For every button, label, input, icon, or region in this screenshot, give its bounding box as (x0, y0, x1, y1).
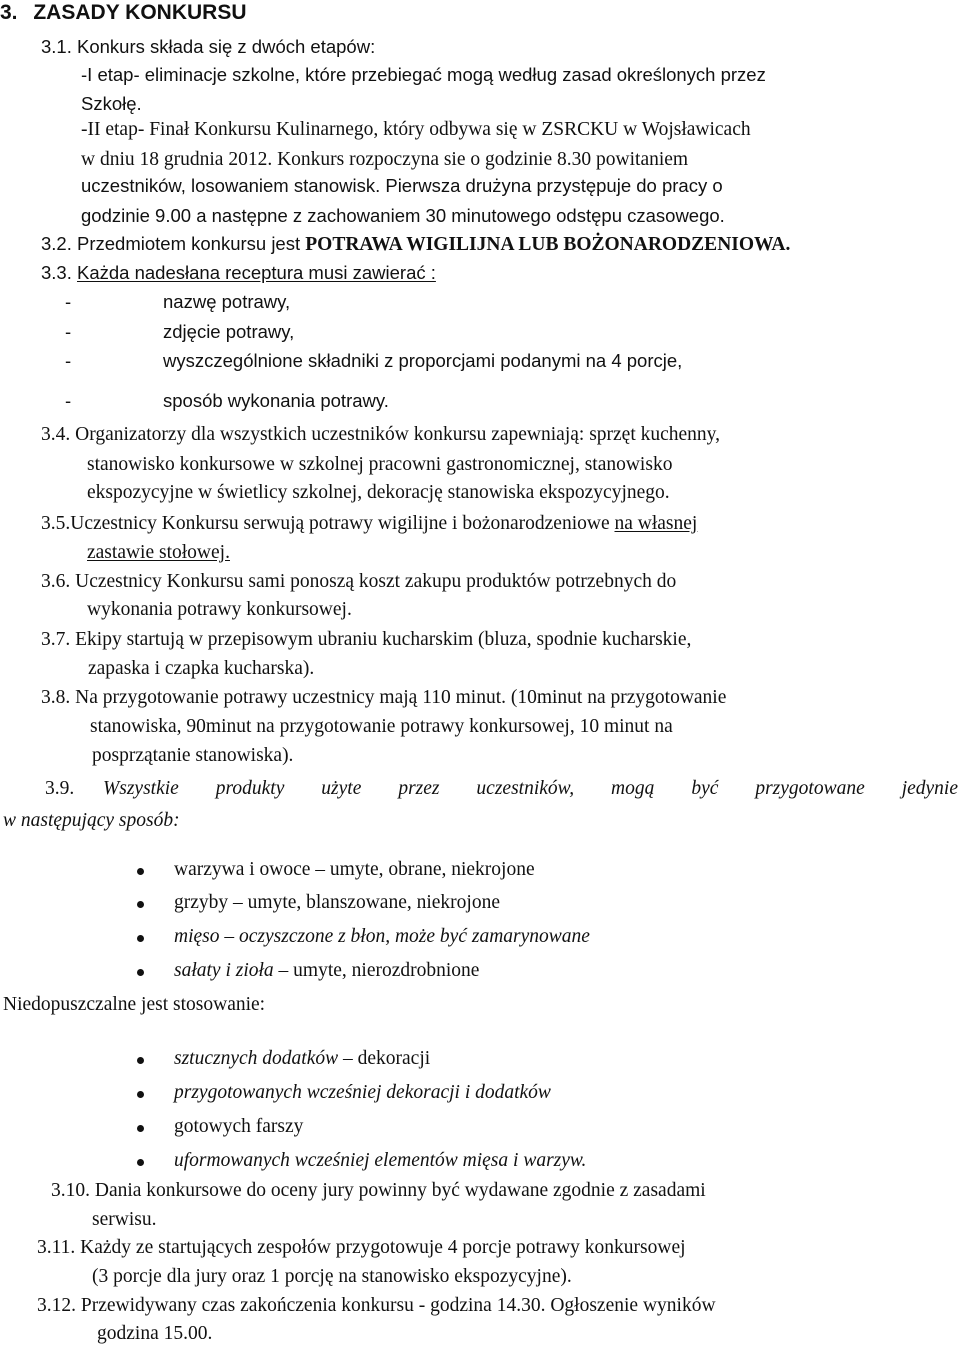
p3-1-line: godzinie 9.00 a następne z zachowaniem 30 minutowego odstępu czasowego. (81, 205, 725, 226)
bullet-icon (137, 901, 144, 908)
list-item-text: przygotowanych wcześniej dekoracji i dodatków (174, 1082, 551, 1103)
p3-10-line: serwisu. (92, 1209, 157, 1230)
list-item-text: sałaty i zioła – umyte, nierozdrobnione (174, 960, 480, 981)
dash-marker: - (65, 350, 72, 371)
list-item-text: sposób wykonania potrawy. (163, 390, 389, 411)
list-item (0, 1151, 900, 1173)
bullet-icon (137, 1057, 144, 1064)
p3-3-text: Każda nadesłana receptura musi zawierać : (77, 262, 436, 283)
p3-2-line (41, 235, 790, 255)
p3-11-line: (3 porcje dla jury oraz 1 porcję na stanowisko ekspozycyjne). (92, 1266, 572, 1287)
list-item-text: nazwę potrawy, (163, 291, 291, 312)
p3-5-line (41, 514, 697, 534)
list-item-text: warzywa i owoce – umyte, obrane, niekrojone (174, 859, 535, 880)
list-item-text: grzyby – umyte, blanszowane, niekrojone (174, 892, 500, 913)
p3-2-bold: POTRAWA WIGILIJNA LUB BOŻONARODZENIOWA. (305, 234, 791, 255)
p3-5-underline: na własnej (614, 513, 698, 534)
p3-11-line: 3.11. Każdy ze startujących zespołów przygotowuje 4 porcje potrawy konkursowej (37, 1237, 686, 1258)
p3-5-underline-line2: zastawie stołowej. (87, 542, 230, 563)
p3-1-line: Szkołę. (81, 93, 142, 114)
p3-12-line: godzina 15.00. (97, 1323, 213, 1344)
p3-3-number: 3.3. (41, 262, 77, 283)
p3-10-line: 3.10. Dania konkursowe do oceny jury powinny być wydawane zgodnie z zasadami (51, 1180, 706, 1201)
p3-5-prefix: 3.5.Uczestnicy Konkursu serwują potrawy wigilijne i bożonarodzeniowe (41, 513, 615, 534)
p3-8-line: 3.8. Na przygotowanie potrawy uczestnicy mają 110 minut. (10minut na przygotowanie (41, 687, 727, 708)
list-item (0, 1083, 900, 1105)
p3-6-line: wykonania potrawy konkursowej. (87, 599, 352, 620)
p3-7-line: 3.7. Ekipy startują w przepisowym ubraniu kucharskim (bluza, spodnie kucharskie, (41, 629, 692, 650)
dash-marker: - (65, 390, 72, 411)
p3-6-line: 3.6. Uczestnicy Konkursu sami ponoszą koszt zakupu produktów potrzebnych do (41, 571, 677, 592)
bullet-icon (137, 935, 144, 942)
dash-marker: - (65, 291, 72, 312)
list-item (0, 1117, 900, 1139)
list-item (0, 1049, 900, 1071)
bullet-icon (137, 1125, 144, 1132)
section-title: ZASADY KONKURSU (33, 1, 247, 24)
list-item-text: uformowanych wcześniej elementów mięsa i warzyw. (174, 1150, 587, 1171)
forbidden-title: Niedopuszczalne jest stosowanie: (3, 994, 266, 1015)
p3-9-number: 3.9. (45, 778, 75, 799)
list-item (0, 927, 900, 949)
p3-4-line: 3.4. Organizatorzy dla wszystkich uczestników konkursu zapewniają: sprzęt kuchenny, (41, 424, 721, 445)
list-item (0, 961, 900, 983)
list-item (0, 860, 900, 882)
list-item-text: wyszczególnione składniki z proporcjami podanymi na 4 porcje, (163, 350, 683, 371)
p3-8-line: posprzątanie stanowiska). (92, 745, 294, 766)
section-heading (0, 2, 247, 23)
bullet-icon (137, 969, 144, 976)
list-item-text: mięso – oczyszczone z błon, może być zamarynowane (174, 926, 590, 947)
p3-1-line: 3.1. Konkurs składa się z dwóch etapów: (41, 36, 376, 57)
p3-4-line: ekspozycyjne w świetlicy szkolnej, dekorację stanowiska ekspozycyjnego. (87, 482, 670, 503)
bullet-icon (137, 1159, 144, 1166)
list-item-text: gotowych farszy (174, 1116, 304, 1137)
p3-9-line2: w następujący sposób: (3, 810, 180, 831)
p3-7-line: zapaska i czapka kucharska). (88, 658, 315, 679)
bullet-icon (137, 868, 144, 875)
p3-9-line1 (45, 779, 958, 799)
bullet-icon (137, 1091, 144, 1098)
p3-8-line: stanowiska, 90minut na przygotowanie potrawy konkursowej, 10 minut na (90, 716, 673, 737)
p3-1-line: -II etap- Finał Konkursu Kulinarnego, który odbywa się w ZSRCKU w Wojsławicach (81, 119, 751, 140)
list-item-text: zdjęcie potrawy, (163, 321, 295, 342)
p3-3-line (41, 264, 436, 283)
dash-marker: - (65, 321, 72, 342)
section-number: 3. (0, 1, 18, 24)
p3-1-line: uczestników, losowaniem stanowisk. Pierwsza drużyna przystępuje do pracy o (81, 175, 723, 196)
list-item (0, 893, 900, 915)
p3-1-line: w dniu 18 grudnia 2012. Konkurs rozpoczyna sie o godzinie 8.30 powitaniem (81, 149, 689, 170)
p3-4-line: stanowisko konkursowe w szkolnej pracowni gastronomicznej, stanowisko (87, 454, 673, 475)
list-item-text: sztucznych dodatków – dekoracji (174, 1048, 431, 1069)
p3-9-text: Wszystkie produkty użyte przez uczestników, mogą być przygotowane jedynie (103, 778, 958, 799)
p3-1-line: -I etap- eliminacje szkolne, które przebiegać mogą według zasad określonych przez (81, 64, 766, 85)
p3-2-prefix: 3.2. Przedmiotem konkursu jest (41, 233, 306, 254)
p3-12-line: 3.12. Przewidywany czas zakończenia konkursu - godzina 14.30. Ogłoszenie wyników (37, 1295, 716, 1316)
